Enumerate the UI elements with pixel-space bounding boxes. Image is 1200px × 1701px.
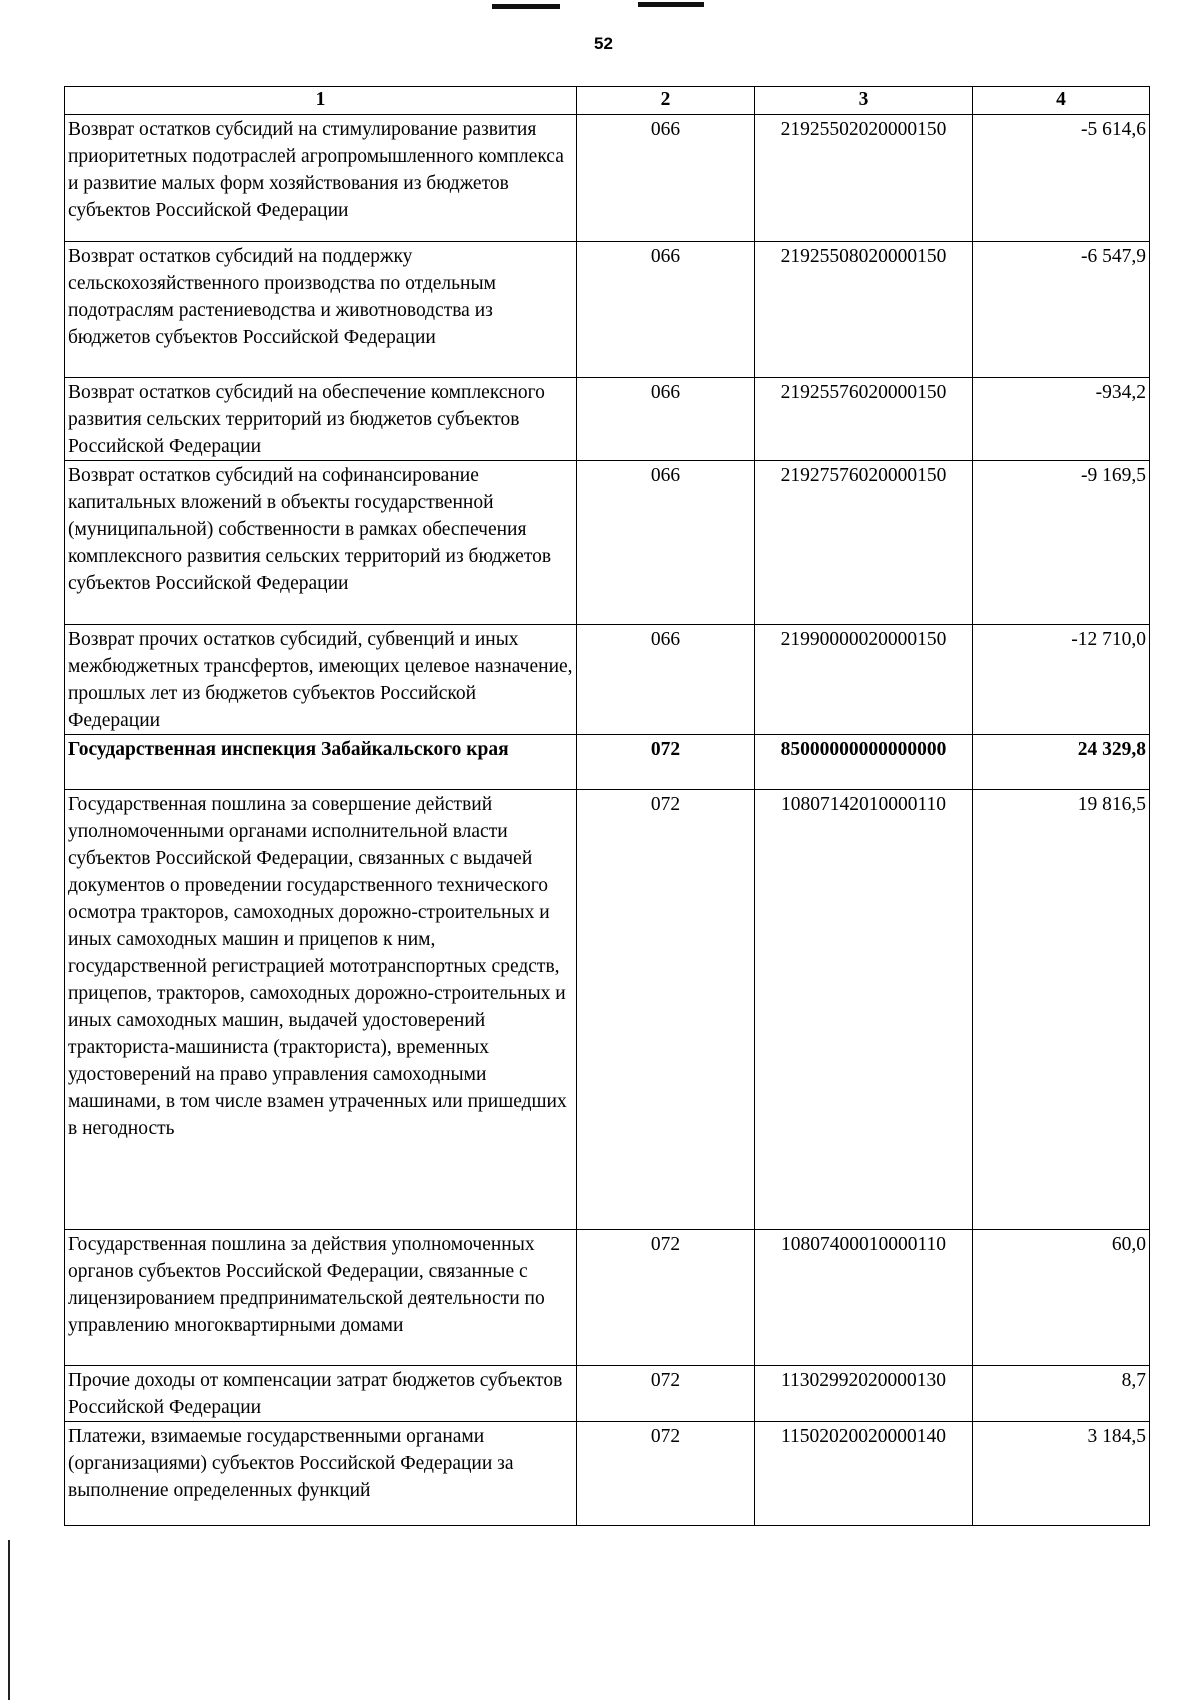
row-kbk-code: 21925508020000150 xyxy=(755,242,973,378)
table-row-department xyxy=(65,735,1150,790)
row-name: Возврат остатков субсидий на стимулирование развития приоритетных подотраслей агропромышленного комплекса и развитие малых форм хозяйствования из бюджетов субъектов Российской Федерации xyxy=(65,115,577,242)
column-header: 3 xyxy=(755,87,973,115)
row-amount: -12 710,0 xyxy=(973,625,1150,735)
column-header: 1 xyxy=(65,87,577,115)
table-row xyxy=(65,625,1150,735)
row-name: Прочие доходы от компенсации затрат бюджетов субъектов Российской Федерации xyxy=(65,1366,577,1422)
row-amount: 19 816,5 xyxy=(973,790,1150,1230)
table-row xyxy=(65,242,1150,378)
row-admin-code: 072 xyxy=(577,790,755,1230)
row-kbk-code: 85000000000000000 xyxy=(755,735,973,790)
scan-edge-line xyxy=(8,1540,10,1700)
table-row xyxy=(65,1366,1150,1422)
row-name: Платежи, взимаемые государственными органами (организациями) субъектов Российской Федерации за выполнение определенных функций xyxy=(65,1422,577,1526)
row-kbk-code: 10807142010000110 xyxy=(755,790,973,1230)
row-admin-code: 066 xyxy=(577,625,755,735)
row-admin-code: 066 xyxy=(577,242,755,378)
row-kbk-code: 21990000020000150 xyxy=(755,625,973,735)
table-row xyxy=(65,115,1150,242)
row-amount: -9 169,5 xyxy=(973,461,1150,625)
row-name: Возврат остатков субсидий на обеспечение комплексного развития сельских территорий из бюджетов субъектов Российской Федерации xyxy=(65,378,577,461)
row-name: Возврат остатков субсидий на поддержку сельскохозяйственного производства по отдельным подотраслям растениеводства и животноводства из бюджетов субъектов Российской Федерации xyxy=(65,242,577,378)
row-amount: -934,2 xyxy=(973,378,1150,461)
row-kbk-code: 10807400010000110 xyxy=(755,1230,973,1366)
row-amount: 60,0 xyxy=(973,1230,1150,1366)
page-number: 52 xyxy=(594,34,613,53)
row-amount: 3 184,5 xyxy=(973,1422,1150,1526)
revenue-table xyxy=(64,86,1150,1526)
row-admin-code: 066 xyxy=(577,378,755,461)
row-kbk-code: 21925502020000150 xyxy=(755,115,973,242)
row-kbk-code: 21925576020000150 xyxy=(755,378,973,461)
table-row xyxy=(65,790,1150,1230)
row-name: Государственная пошлина за действия уполномоченных органов субъектов Российской Федерации, связанные с лицензированием предпринимательской деятельности по управлению многоквартирными домами xyxy=(65,1230,577,1366)
row-amount: 24 329,8 xyxy=(973,735,1150,790)
scan-mark xyxy=(638,2,704,7)
row-admin-code: 066 xyxy=(577,115,755,242)
row-kbk-code: 11502020020000140 xyxy=(755,1422,973,1526)
row-admin-code: 072 xyxy=(577,1230,755,1366)
scan-mark xyxy=(492,4,560,9)
row-admin-code: 072 xyxy=(577,735,755,790)
row-amount: -5 614,6 xyxy=(973,115,1150,242)
table-row xyxy=(65,1422,1150,1526)
table-row xyxy=(65,1230,1150,1366)
row-amount: 8,7 xyxy=(973,1366,1150,1422)
table-row xyxy=(65,461,1150,625)
row-name: Государственная инспекция Забайкальского края xyxy=(65,735,577,790)
table-row xyxy=(65,378,1150,461)
row-name: Возврат прочих остатков субсидий, субвенций и иных межбюджетных трансфертов, имеющих целевое назначение, прошлых лет из бюджетов субъектов Российской Федерации xyxy=(65,625,577,735)
row-kbk-code: 21927576020000150 xyxy=(755,461,973,625)
table-header-row xyxy=(65,87,1150,115)
row-admin-code: 066 xyxy=(577,461,755,625)
row-kbk-code: 11302992020000130 xyxy=(755,1366,973,1422)
row-admin-code: 072 xyxy=(577,1366,755,1422)
row-name: Государственная пошлина за совершение действий уполномоченными органами исполнительной власти субъектов Российской Федерации, связанных с выдачей документов о проведении государственного технического осмотра тракторов, самоходных дорожно-строительных и иных самоходных машин и прицепов к ним, государственной регистрацией мототранспортных средств, прицепов, тракторов, самоходных дорожно-строительных и иных самоходных машин, выдачей удостоверений тракториста-машиниста (тракториста), временных удостоверений на право управления самоходными машинами, в том числе взамен утраченных или пришедших в негодность xyxy=(65,790,577,1230)
column-header: 2 xyxy=(577,87,755,115)
row-amount: -6 547,9 xyxy=(973,242,1150,378)
row-name: Возврат остатков субсидий на софинансирование капитальных вложений в объекты государственной (муниципальной) собственности в рамках обеспечения комплексного развития сельских территорий из бюджетов субъектов Российской Федерации xyxy=(65,461,577,625)
row-admin-code: 072 xyxy=(577,1422,755,1526)
column-header: 4 xyxy=(973,87,1150,115)
